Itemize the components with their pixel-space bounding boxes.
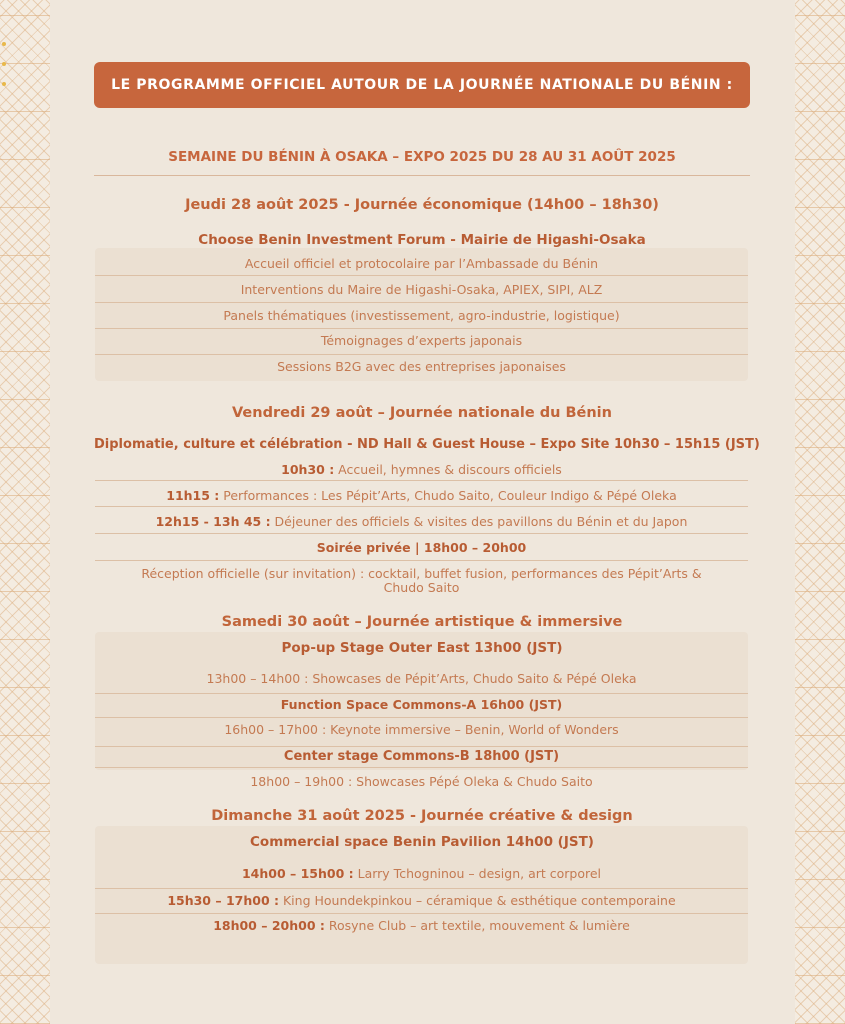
item-time: 12h15 - 13h 45 : [155,514,271,529]
item-time: 10h30 : [281,462,335,477]
decorative-dots [2,42,8,92]
day4-venue: Commercial space Benin Pavilion 14h00 (JST) [250,834,594,850]
day2-title: Vendredi 29 août – Journée nationale du Bénin [232,405,612,421]
list-item: Panels thématiques (investissement, agro-industrie, logistique) [95,308,748,329]
list-item [95,488,748,507]
item-time: 18h00 – 20h00 : [213,918,325,933]
day2-venue: Diplomatie, culture et célébration - ND Hall & Guest House – Expo Site 10h30 – 15h15 (JST) [94,437,760,452]
week-heading: SEMAINE DU BÉNIN À OSAKA – EXPO 2025 DU 28 AU 31 AOÛT 2025 [168,149,676,165]
list-item: Réception officielle (sur invitation) : cocktail, buffet fusion, performances des Pépit’Arts & [141,566,702,581]
list-item: Témoignages d’experts japonais [95,333,748,355]
left-decorative-border [0,0,50,1024]
list-item [95,893,748,914]
item-text: King Houndekpinkou – céramique & esthétique contemporaine [279,893,676,908]
item-text: Larry Tchogninou – design, art corporel [353,866,602,881]
day3-title: Samedi 30 août – Journée artistique & immersive [221,614,623,630]
banner-title: LE PROGRAMME OFFICIEL AUTOUR DE LA JOURNÉE NATIONALE DU BÉNIN : [111,77,733,93]
day3-venue-1: Pop-up Stage Outer East 13h00 (JST) [281,640,563,656]
item-text: Accueil, hymnes & discours officiels [334,462,562,477]
list-item: 18h00 – 19h00 : Showcases Pépé Oleka & Chudo Saito [250,774,593,789]
day4-title: Dimanche 31 août 2025 - Journée créative & design [211,808,633,824]
list-item: Accueil officiel et protocolaire par l’Ambassade du Bénin [95,256,748,276]
item-text: Déjeuner des officiels & visites des pavillons du Bénin et du Japon [270,514,688,529]
divider [94,175,750,176]
item-time: 14h00 – 15h00 : [241,866,354,881]
item-text: Rosyne Club – art textile, mouvement & lumière [324,918,630,933]
list-item [95,866,748,889]
item-time: 11h15 : [166,488,220,503]
list-item: Interventions du Maire de Higashi-Osaka, APIEX, SIPI, ALZ [95,282,748,303]
program-banner [94,62,750,108]
day3-venue-3: Center stage Commons-B 18h00 (JST) [95,749,748,768]
item-text: Performances : Les Pépit’Arts, Chudo Saito, Couleur Indigo & Pépé Oleka [219,488,677,503]
list-item: Chudo Saito [383,580,460,595]
list-item: 16h00 – 17h00 : Keynote immersive – Benin, World of Wonders [95,722,748,747]
day1-venue: Choose Benin Investment Forum - Mairie de Higashi-Osaka [198,232,646,248]
list-item: Sessions B2G avec des entreprises japonaises [277,359,566,374]
list-item [95,918,748,933]
list-item [95,514,748,534]
soiree-heading: Soirée privée | 18h00 – 20h00 [95,540,748,561]
day1-title: Jeudi 28 août 2025 - Journée économique (14h00 – 18h30) [185,197,659,213]
day3-venue-2: Function Space Commons-A 16h00 (JST) [95,697,748,718]
list-item: 13h00 – 14h00 : Showcases de Pépit’Arts, Chudo Saito & Pépé Oleka [95,671,748,694]
list-item [95,462,748,481]
item-time: 15h30 – 17h00 : [167,893,279,908]
right-decorative-border [795,0,845,1024]
